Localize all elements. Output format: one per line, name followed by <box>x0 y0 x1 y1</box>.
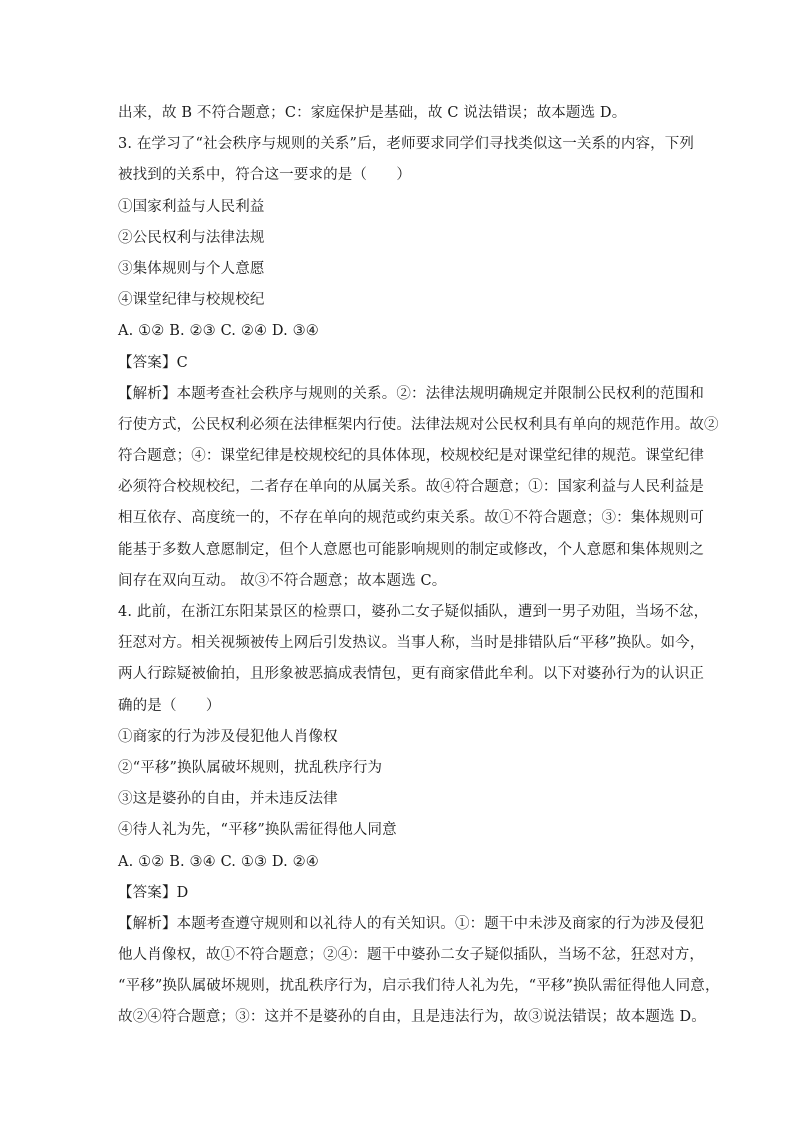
text-line-continuation: 出来，故 B 不符合题意；C：家庭保护是基础，故 C 说法错误；故本题选 D。 <box>118 105 627 121</box>
question-4-analysis-line: 【解析】本题考查遵守规则和以礼待人的有关知识。①：题干中未涉及商家的行为涉及侵犯 <box>118 915 704 932</box>
question-4-stem-line: 狂怼对方。相关视频被传上网后引发热议。当事人称，当时是排错队后“平移”换队。如今， <box>118 635 705 652</box>
question-3-stem-line: 被找到的关系中，符合这一要求的是（ ） <box>118 167 411 184</box>
question-3-option-4: ④课堂纪律与校规校纪 <box>118 292 265 309</box>
question-4-answer: 【答案】D <box>118 884 189 901</box>
question-4-analysis-line: 他人肖像权，故①不符合题意；②④：题干中婆孙二女子疑似插队，当场不忿，狂怼对方， <box>118 947 704 964</box>
question-3-analysis-line: 【解析】本题考查社会秩序与规则的关系。②：法律法规明确规定并限制公民权利的范围和 <box>118 385 704 402</box>
question-3-option-2: ②公民权利与法律法规 <box>118 229 265 246</box>
question-4-option-3: ③这是婆孙的自由，并未违反法律 <box>118 791 338 808</box>
question-3-stem-line: 3. 在学习了“社会秩序与规则的关系”后，老师要求同学们寻找类似这一关系的内容，下列 <box>118 136 695 153</box>
question-3-choices: A. ①② B. ②③ C. ②④ D. ③④ <box>118 323 319 340</box>
question-4-option-1: ①商家的行为涉及侵犯他人肖像权 <box>118 728 338 745</box>
question-4-stem-line: 4. 此前，在浙江东阳某景区的检票口，婆孙二女子疑似插队，遭到一男子劝阻，当场不忿， <box>118 604 709 620</box>
question-3-analysis-line: 行使方式，公民权利必须在法律框架内行使。法律法规对公民权利具有单向的规范作用。故② <box>118 416 719 433</box>
question-4-stem-line: 两人行踪疑被偷拍，且形象被恶搞成表情包，更有商家借此牟利。以下对婆孙行为的认识正 <box>118 666 704 683</box>
question-4-choices: A. ①② B. ③④ C. ①③ D. ②④ <box>118 853 319 870</box>
question-3-option-3: ③集体规则与个人意愿 <box>118 260 265 277</box>
question-3-analysis-line: 能基于多数人意愿制定，但个人意愿也可能影响规则的制定或修改，个人意愿和集体规则之 <box>118 541 704 558</box>
question-4-stem-line: 确的是（ ） <box>118 697 221 714</box>
question-3-analysis-line: 相互依存、高度统一的，不存在单向的规范或约束关系。故①不符合题意；③：集体规则可 <box>118 510 704 527</box>
question-3-analysis-line: 间存在双向互动。 故③不符合题意；故本题选 C。 <box>118 572 447 589</box>
question-4-analysis-line: “平移”换队属破坏规则，扰乱秩序行为，启示我们待人礼为先，“平移”换队需征得他人同意， <box>118 978 720 995</box>
question-3-analysis-line: 符合题意；④：课堂纪律是校规校纪的具体体现，校规校纪是对课堂纪律的规范。课堂纪律 <box>118 448 704 465</box>
question-3-option-1: ①国家利益与人民利益 <box>118 198 265 215</box>
question-3-answer: 【答案】C <box>118 354 188 371</box>
document-page <box>118 98 720 1034</box>
question-4-option-2: ②“平移”换队属破坏规则，扰乱秩序行为 <box>118 759 383 776</box>
question-3-analysis-line: 必须符合校规校纪，二者存在单向的从属关系。故④符合题意；①：国家利益与人民利益是 <box>118 479 704 496</box>
question-4-analysis-line: 故②④符合题意；③：这并不是婆孙的自由，且是违法行为，故③说法错误；故本题选 D。 <box>118 1009 706 1026</box>
question-4-option-4: ④待人礼为先，“平移”换队需征得他人同意 <box>118 822 397 839</box>
